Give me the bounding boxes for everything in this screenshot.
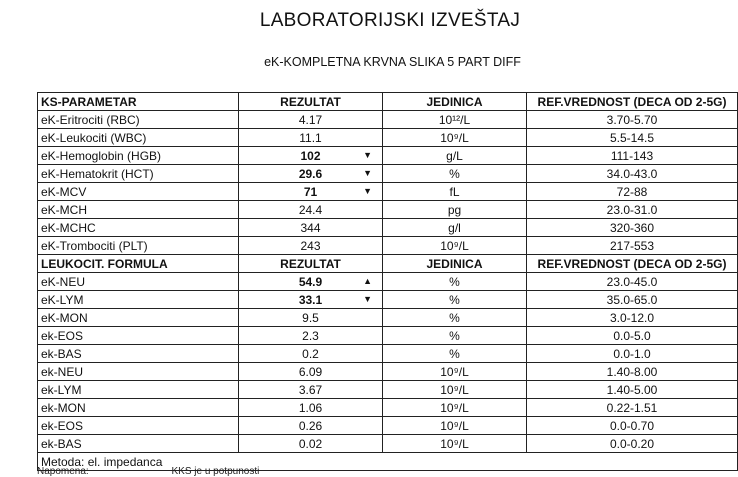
table-row xyxy=(38,201,738,219)
reference-range: 1.40-5.00 xyxy=(527,381,738,399)
result-value xyxy=(239,381,383,399)
result-value xyxy=(239,219,383,237)
unit: 10⁹/L xyxy=(383,363,527,381)
result-number: 54.9 xyxy=(298,274,323,289)
result-number: 0.26 xyxy=(298,418,323,433)
result-value xyxy=(239,237,383,255)
reference-range: 5.5-14.5 xyxy=(527,129,738,147)
parameter-name: ek-BAS xyxy=(38,345,239,363)
reference-range: 3.70-5.70 xyxy=(527,111,738,129)
result-number: 102 xyxy=(300,148,321,163)
unit: 10⁹/L xyxy=(383,435,527,453)
result-number: 71 xyxy=(303,184,318,199)
table-row xyxy=(38,345,738,363)
result-number: 344 xyxy=(300,220,321,235)
parameter-name: eK-Hematokrit (HCT) xyxy=(38,165,239,183)
table-row xyxy=(38,399,738,417)
unit: % xyxy=(383,273,527,291)
unit: 10⁹/L xyxy=(383,381,527,399)
parameter-name: eK-LYM xyxy=(38,291,239,309)
result-number: 1.06 xyxy=(298,400,323,415)
table-row xyxy=(38,237,738,255)
table-row xyxy=(38,327,738,345)
parameter-name: ek-EOS xyxy=(38,417,239,435)
reference-range: 34.0-43.0 xyxy=(527,165,738,183)
reference-range: 0.0-0.70 xyxy=(527,417,738,435)
reference-range: 3.0-12.0 xyxy=(527,309,738,327)
table-row xyxy=(38,165,738,183)
column-header: REZULTAT xyxy=(239,255,383,273)
parameter-name: ek-NEU xyxy=(38,363,239,381)
triangle-down-icon: ▼ xyxy=(363,150,372,160)
result-value xyxy=(239,147,383,165)
table-row xyxy=(38,273,738,291)
column-header: LEUKOCIT. FORMULA xyxy=(38,255,239,273)
result-value xyxy=(239,435,383,453)
table-row xyxy=(38,309,738,327)
result-value xyxy=(239,201,383,219)
result-value xyxy=(239,345,383,363)
reference-range: 0.0-5.0 xyxy=(527,327,738,345)
result-number: 4.17 xyxy=(298,112,323,127)
reference-range: 35.0-65.0 xyxy=(527,291,738,309)
result-value xyxy=(239,399,383,417)
result-number: 9.5 xyxy=(302,310,319,325)
result-value xyxy=(239,273,383,291)
footer-note-text: KKS je u potpunosti xyxy=(171,466,260,477)
unit: 10⁹/L xyxy=(383,237,527,255)
table-row xyxy=(38,183,738,201)
result-value xyxy=(239,417,383,435)
parameter-name: eK-MON xyxy=(38,309,239,327)
footer-note-label: Napomena: xyxy=(37,466,89,477)
result-value xyxy=(239,309,383,327)
parameter-name: ek-MON xyxy=(38,399,239,417)
parameter-name: ek-EOS xyxy=(38,327,239,345)
reference-range: 0.0-1.0 xyxy=(527,345,738,363)
results-table xyxy=(37,92,738,471)
parameter-name: eK-Hemoglobin (HGB) xyxy=(38,147,239,165)
results-table-wrapper xyxy=(37,92,727,471)
unit: % xyxy=(383,291,527,309)
unit: % xyxy=(383,309,527,327)
table-row xyxy=(38,111,738,129)
reference-range: 0.0-0.20 xyxy=(527,435,738,453)
unit: 10⁹/L xyxy=(383,399,527,417)
parameter-name: ek-LYM xyxy=(38,381,239,399)
result-number: 0.2 xyxy=(302,346,319,361)
table-row xyxy=(38,219,738,237)
table-row xyxy=(38,291,738,309)
result-number: 24.4 xyxy=(298,202,323,217)
result-number: 243 xyxy=(300,238,321,253)
result-value xyxy=(239,291,383,309)
results-table-body xyxy=(38,93,738,471)
report-subtitle: eK-KOMPLETNA KRVNA SLIKA 5 PART DIFF xyxy=(264,55,521,69)
reference-range: 0.22-1.51 xyxy=(527,399,738,417)
column-header: KS-PARAMETAR xyxy=(38,93,239,111)
result-number: 3.67 xyxy=(298,382,323,397)
reference-range: 1.40-8.00 xyxy=(527,363,738,381)
header-row-ks xyxy=(38,93,738,111)
result-value xyxy=(239,165,383,183)
triangle-up-icon: ▲ xyxy=(363,276,372,286)
table-row xyxy=(38,129,738,147)
unit: g/L xyxy=(383,147,527,165)
unit: 10⁹/L xyxy=(383,417,527,435)
unit: % xyxy=(383,345,527,363)
reference-range: 217-553 xyxy=(527,237,738,255)
parameter-name: eK-MCHC xyxy=(38,219,239,237)
result-number: 33.1 xyxy=(298,292,323,307)
result-value xyxy=(239,111,383,129)
column-header: REF.VREDNOST (DECA OD 2-5G) xyxy=(527,93,738,111)
result-number: 11.1 xyxy=(299,130,322,145)
triangle-down-icon: ▼ xyxy=(363,294,372,304)
report-title: LABORATORIJSKI IZVEŠTAJ xyxy=(259,10,521,31)
result-number: 0.02 xyxy=(298,436,323,451)
table-row xyxy=(38,147,738,165)
triangle-down-icon: ▼ xyxy=(363,168,372,178)
result-value xyxy=(239,327,383,345)
parameter-name: eK-Eritrociti (RBC) xyxy=(38,111,239,129)
reference-range: 23.0-31.0 xyxy=(527,201,738,219)
unit: 10⁹/L xyxy=(383,129,527,147)
parameter-name: eK-NEU xyxy=(38,273,239,291)
result-value xyxy=(239,129,383,147)
reference-range: 320-360 xyxy=(527,219,738,237)
result-value xyxy=(239,363,383,381)
unit: 10¹²/L xyxy=(383,111,527,129)
column-header: REF.VREDNOST (DECA OD 2-5G) xyxy=(527,255,738,273)
column-header: JEDINICA xyxy=(383,93,527,111)
footer-note xyxy=(37,466,339,477)
unit: % xyxy=(383,165,527,183)
table-row xyxy=(38,417,738,435)
triangle-down-icon: ▼ xyxy=(363,186,372,196)
result-number: 29.6 xyxy=(298,166,323,181)
column-header: JEDINICA xyxy=(383,255,527,273)
reference-range: 72-88 xyxy=(527,183,738,201)
parameter-name: eK-Leukociti (WBC) xyxy=(38,129,239,147)
parameter-name: eK-MCV xyxy=(38,183,239,201)
table-row xyxy=(38,381,738,399)
result-number: 2.3 xyxy=(302,328,319,343)
parameter-name: ek-BAS xyxy=(38,435,239,453)
unit: % xyxy=(383,327,527,345)
table-row xyxy=(38,363,738,381)
unit: fL xyxy=(383,183,527,201)
column-header: REZULTAT xyxy=(239,93,383,111)
reference-range: 111-143 xyxy=(527,147,738,165)
parameter-name: eK-MCH xyxy=(38,201,239,219)
header-row-leuko xyxy=(38,255,738,273)
result-value xyxy=(239,183,383,201)
method-text: Metoda: el. impedanca xyxy=(38,453,738,471)
unit: g/l xyxy=(383,219,527,237)
table-row xyxy=(38,435,738,453)
unit: pg xyxy=(383,201,527,219)
result-number: 6.09 xyxy=(298,364,323,379)
parameter-name: eK-Trombociti (PLT) xyxy=(38,237,239,255)
reference-range: 23.0-45.0 xyxy=(527,273,738,291)
